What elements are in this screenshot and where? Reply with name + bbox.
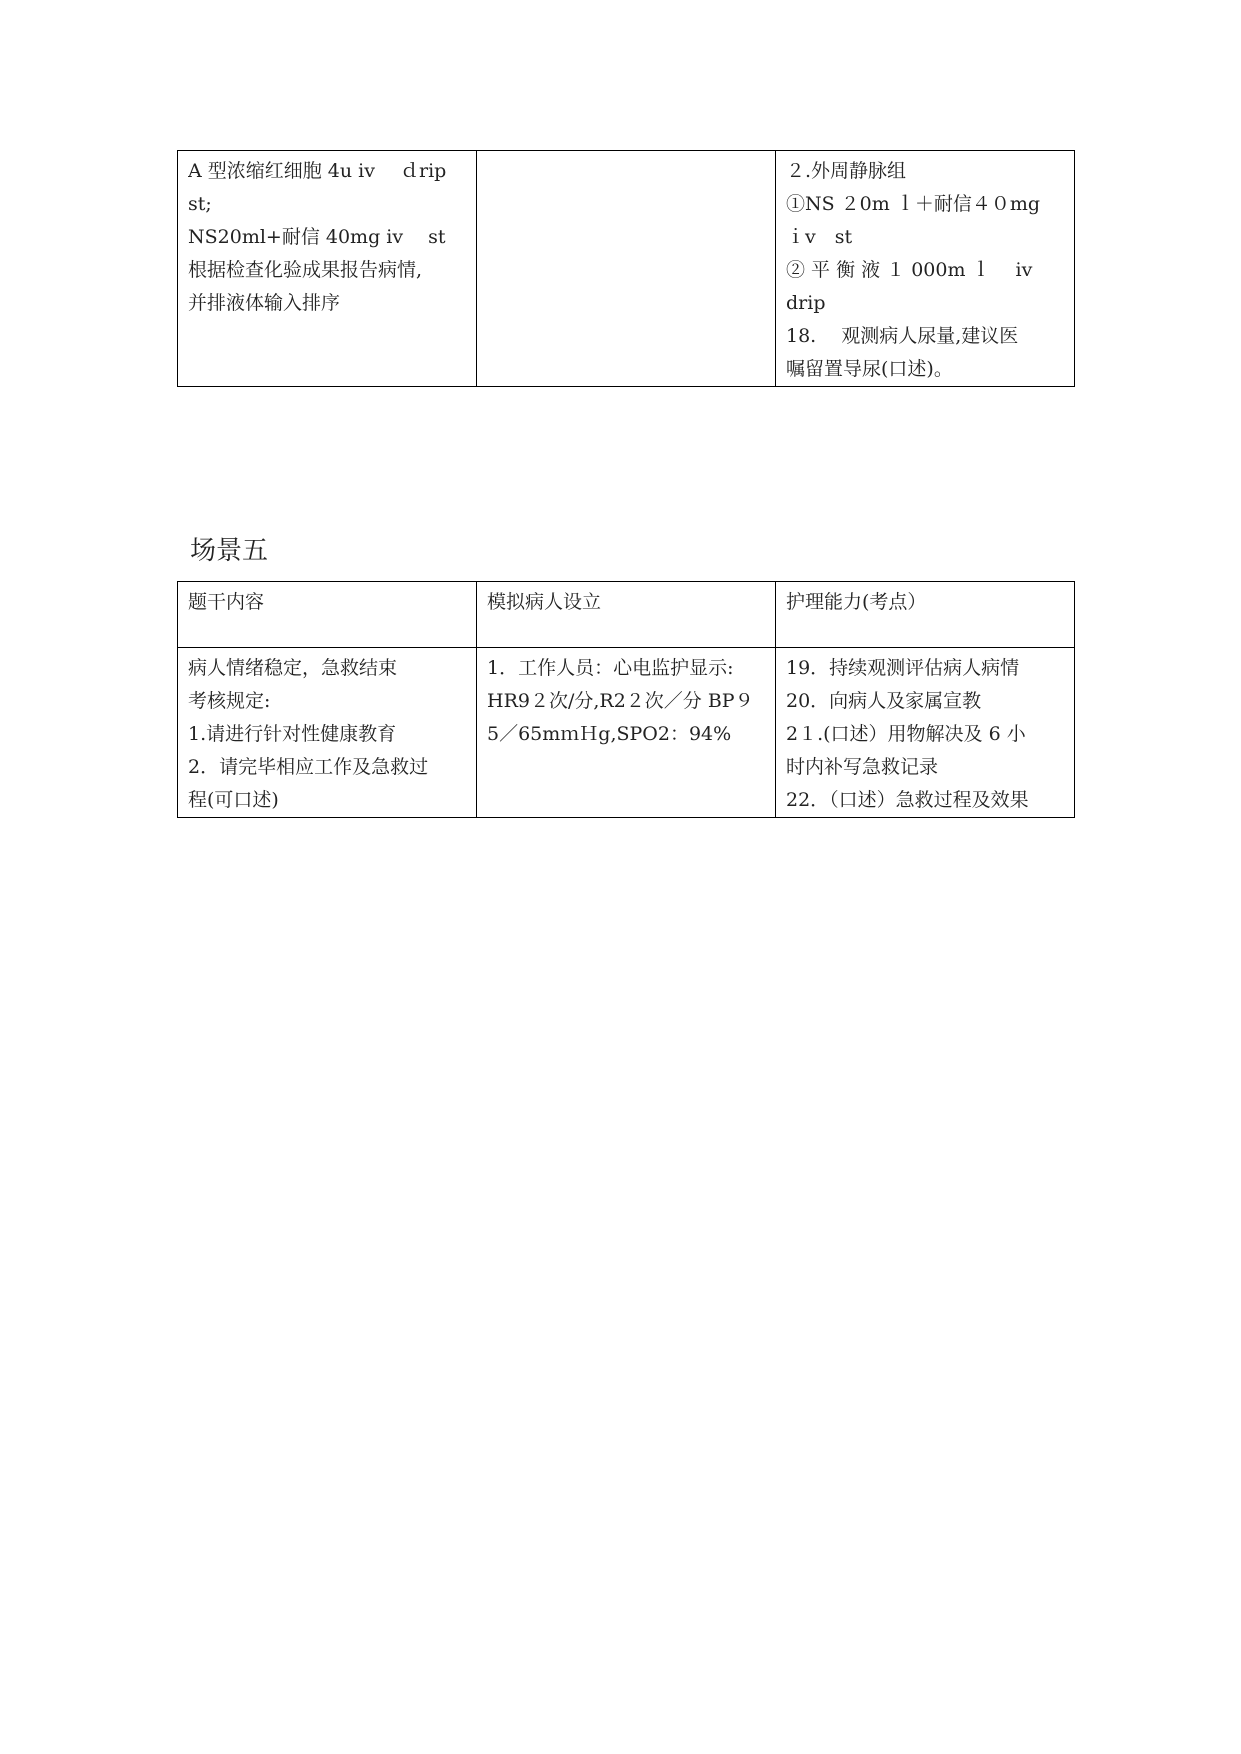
scenario-table-continued [177, 150, 1075, 387]
column-header: 题干内容 [178, 582, 477, 648]
text-line: 2．请完毕相应工作及急救过 [188, 756, 429, 778]
text-line: 20．向病人及家属宣教 [786, 690, 982, 712]
text-line: drip [786, 292, 826, 314]
patient-setup-cell [477, 648, 776, 818]
text-line: 根据检查化验成果报告病情, [188, 259, 423, 281]
text-line: 程(可口述) [188, 789, 279, 811]
text-line: 18. 观测病人尿量,建议医 [786, 325, 1019, 347]
text-line: A 型浓缩红细胞 4u iv ｄrip [188, 160, 447, 182]
text-line: 嘱留置导尿(口述)。 [786, 358, 953, 380]
patient-setup-cell [477, 151, 776, 387]
table-row [178, 151, 1075, 387]
table-header-row [178, 582, 1075, 648]
text-line: 时内补写急救记录 [786, 756, 939, 778]
text-line: 考核规定: [188, 690, 271, 712]
column-header: 模拟病人设立 [477, 582, 776, 648]
text-line: ｉv st [786, 226, 853, 248]
text-line: st; [188, 193, 212, 215]
text-line: 并排液体输入排序 [188, 292, 341, 314]
column-header: 护理能力(考点） [776, 582, 1075, 648]
text-line: 1.请进行针对性健康教育 [188, 723, 397, 745]
text-line: 19．持续观测评估病人病情 [786, 657, 1020, 679]
text-line: ② 平 衡 液 １ 000m ｌ iv [786, 259, 1033, 281]
nursing-skill-cell [776, 648, 1075, 818]
text-line: NS20ml+耐信 40mg iv st [188, 226, 446, 248]
text-line: 22．（口述）急救过程及效果 [786, 789, 1029, 811]
scene-five-table [177, 581, 1075, 818]
text-line: 2１.(口述）用物解决及 6 小 [786, 723, 1026, 745]
text-line: HR9２次/分,R2２次／分 BP９ [487, 690, 754, 712]
question-stem-cell [178, 151, 477, 387]
table-row [178, 648, 1075, 818]
text-line: 病人情绪稳定，急救结束 [188, 657, 398, 679]
text-line: 1．工作人员：心电监护显示: [487, 657, 734, 679]
text-line: ２.外周静脉组 [786, 160, 907, 182]
question-stem-cell [178, 648, 477, 818]
nursing-skill-cell [776, 151, 1075, 387]
text-line: 5／65mｍＨg,SPO2：94% [487, 723, 732, 745]
text-line: ①NS ２0m ｌ＋耐信４０mg [786, 193, 1041, 215]
scene-title: 场景五 [190, 536, 269, 566]
